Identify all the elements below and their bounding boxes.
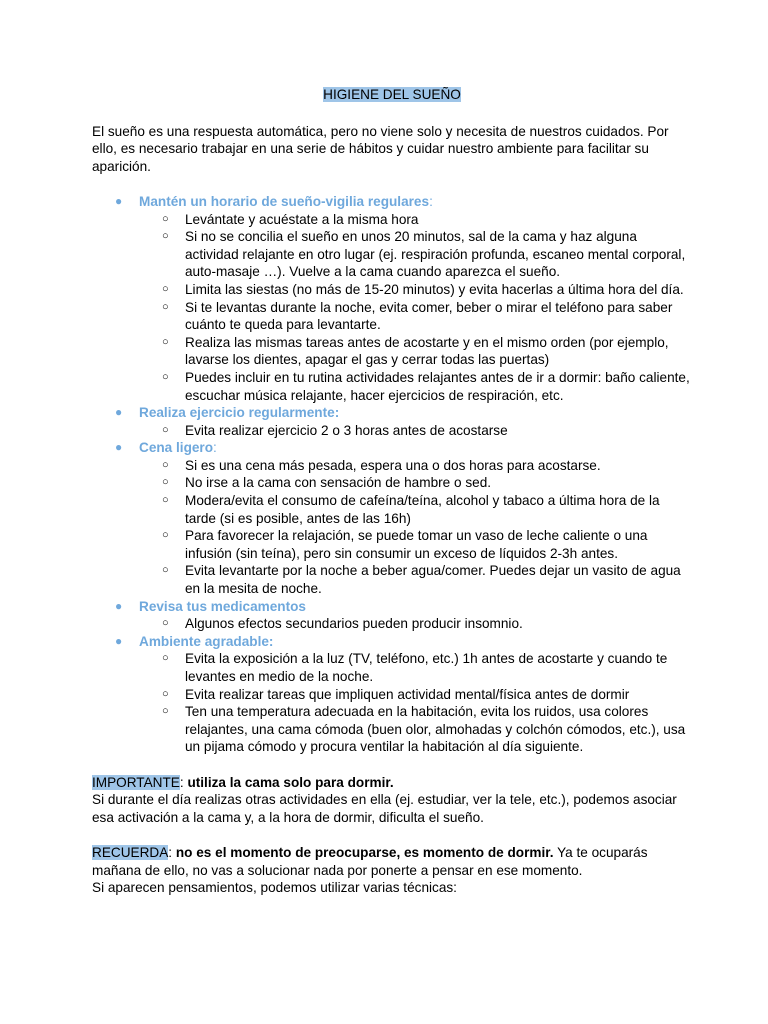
list-item xyxy=(139,457,692,475)
section-medicamentos xyxy=(92,598,692,633)
circle-bullet-icon: ○ xyxy=(162,705,169,718)
intro-paragraph: El sueño es una respuesta automática, pero no viene solo y necesita de nuestros cuidados. Por ello, es necesario trabajar en una serie de hábitos y cuidar nuestro ambiente para facilitar su aparición. xyxy=(92,123,669,174)
list-item xyxy=(139,703,692,756)
list-item xyxy=(139,299,692,334)
list-item xyxy=(139,211,692,229)
recuerda-text: Si aparecen pensamientos, podemos utilizar varias técnicas: xyxy=(92,880,457,896)
importante-colon: : xyxy=(179,774,184,790)
section-heading: Mantén un horario de sueño-vigilia regulares xyxy=(139,193,430,209)
section-items xyxy=(139,457,692,598)
list-item xyxy=(139,422,692,440)
recuerda-block xyxy=(92,844,692,897)
list-item-text: Realiza las mismas tareas antes de acostarte y en el mismo orden (por ejemplo, lavarse los dientes, apagar el gas y cerrar todas las puertas) xyxy=(185,334,669,368)
list-item-text: Evita la exposición a la luz (TV, teléfono, etc.) 1h antes de acostarte y cuando te levantes en medio de la noche. xyxy=(185,651,668,684)
circle-bullet-icon: ○ xyxy=(162,687,169,700)
circle-bullet-icon: ○ xyxy=(162,370,169,383)
list-item xyxy=(139,527,692,562)
circle-bullet-icon: ○ xyxy=(162,617,169,630)
list-item xyxy=(139,228,692,281)
circle-bullet-icon: ○ xyxy=(162,652,169,665)
title-highlight: HIGIENE DEL SUEÑO xyxy=(323,87,461,102)
habits-list xyxy=(92,193,692,756)
circle-bullet-icon: ○ xyxy=(162,476,169,489)
bullet-icon: ● xyxy=(115,193,123,208)
list-item-text: Limita las siestas (no más de 15-20 minutos) y evita hacerlas a última hora del día. xyxy=(185,281,684,297)
section-ejercicio xyxy=(92,404,692,439)
list-item xyxy=(139,334,692,369)
recuerda-rest: Ya te ocuparás mañana de ello, no vas a solucionar nada por ponerte a pensar en ese momento. xyxy=(92,844,648,878)
section-items xyxy=(139,615,692,633)
section-heading-colon: : xyxy=(213,440,217,456)
list-item-text: Evita realizar tareas que impliquen actividad mental/física antes de dormir xyxy=(185,686,630,702)
circle-bullet-icon: ○ xyxy=(162,494,169,507)
section-heading: Revisa tus medicamentos xyxy=(139,598,306,614)
list-item xyxy=(139,474,692,492)
recuerda-label: RECUERDA xyxy=(92,844,169,860)
bullet-icon: ● xyxy=(115,440,123,455)
list-item-text: Puedes incluir en tu rutina actividades relajantes antes de ir a dormir: baño caliente, escuchar música relajante, hacer ejercicios de respiración, etc. xyxy=(185,369,690,403)
list-item-text: Si te levantas durante la noche, evita comer, beber o mirar el teléfono para saber cuánto te queda para levantarte. xyxy=(185,299,673,333)
page-title xyxy=(92,86,692,104)
list-item xyxy=(139,492,692,527)
recuerda-bold: no es el momento de preocuparse, es momento de dormir. xyxy=(175,844,554,860)
section-horario xyxy=(92,193,692,404)
section-heading-colon: : xyxy=(429,193,433,209)
list-item-text: No irse a la cama con sensación de hambre o sed. xyxy=(185,475,492,491)
importante-line xyxy=(92,774,692,792)
importante-text: Si durante el día realizas otras actividades en ella (ej. estudiar, ver la tele, etc.), podemos asociar esa activación a la cama y, a la hora de dormir, dificulta el sueño. xyxy=(92,792,677,825)
importante-block xyxy=(92,774,692,827)
circle-bullet-icon: ○ xyxy=(162,423,169,436)
recuerda-line xyxy=(92,844,692,879)
bullet-icon: ● xyxy=(115,405,123,420)
circle-bullet-icon: ○ xyxy=(162,529,169,542)
circle-bullet-icon: ○ xyxy=(162,300,169,313)
section-ambiente xyxy=(92,633,692,756)
list-item xyxy=(139,615,692,633)
list-item xyxy=(139,369,692,404)
list-item-text: Para favorecer la relajación, se puede tomar un vaso de leche caliente o una infusión (sin teína), pero sin consumir un exceso de líquidos 2-3h antes. xyxy=(185,528,648,561)
section-heading: Realiza ejercicio regularmente: xyxy=(139,405,340,421)
bullet-icon: ● xyxy=(115,598,123,613)
circle-bullet-icon: ○ xyxy=(162,335,169,348)
document-body xyxy=(92,86,692,897)
circle-bullet-icon: ○ xyxy=(162,212,169,225)
circle-bullet-icon: ○ xyxy=(162,282,169,295)
list-item-text: Levántate y acuéstate a la misma hora xyxy=(185,211,419,227)
section-heading: Ambiente agradable: xyxy=(139,633,274,649)
circle-bullet-icon: ○ xyxy=(162,458,169,471)
section-items xyxy=(139,650,692,756)
list-item-text: Evita realizar ejercicio 2 o 3 horas antes de acostarse xyxy=(185,422,508,438)
list-item-text: Modera/evita el consumo de cafeína/teína, alcohol y tabaco a última hora de la tarde (si es posible, antes de las 16h) xyxy=(185,493,660,526)
list-item xyxy=(139,650,692,685)
bullet-icon: ● xyxy=(115,633,123,648)
section-cena xyxy=(92,439,692,597)
circle-bullet-icon: ○ xyxy=(162,564,169,577)
section-items xyxy=(139,422,692,440)
recuerda-colon: : xyxy=(168,844,173,860)
list-item-text: Evita levantarte por la noche a beber agua/comer. Puedes dejar un vasito de agua en la mesita de noche. xyxy=(185,563,681,597)
section-heading: Cena ligero xyxy=(139,440,214,456)
list-item-text: Si es una cena más pesada, espera una o dos horas para acostarse. xyxy=(185,457,601,473)
list-item-text: Ten una temperatura adecuada en la habitación, evita los ruidos, usa colores relajantes, una cama cómoda (buen olor, almohadas y colchón cómodos, etc.), usa un pijama cómodo y procura ventilar la habitación al día siguiente. xyxy=(185,704,686,755)
list-item-text: Algunos efectos secundarios pueden producir insomnio. xyxy=(185,616,523,632)
importante-bold: utiliza la cama solo para dormir. xyxy=(187,774,394,790)
section-items xyxy=(139,211,692,405)
list-item-text: Si no se concilia el sueño en unos 20 minutos, sal de la cama y haz alguna actividad relajante en otro lugar (ej. respiración profunda, escaneo mental corporal, auto-masaje …). Vuelve a la cama cuando aparezca el sueño. xyxy=(185,229,686,280)
list-item xyxy=(139,281,692,299)
list-item xyxy=(139,686,692,704)
circle-bullet-icon: ○ xyxy=(162,230,169,243)
importante-label: IMPORTANTE xyxy=(92,774,180,790)
list-item xyxy=(139,562,692,597)
